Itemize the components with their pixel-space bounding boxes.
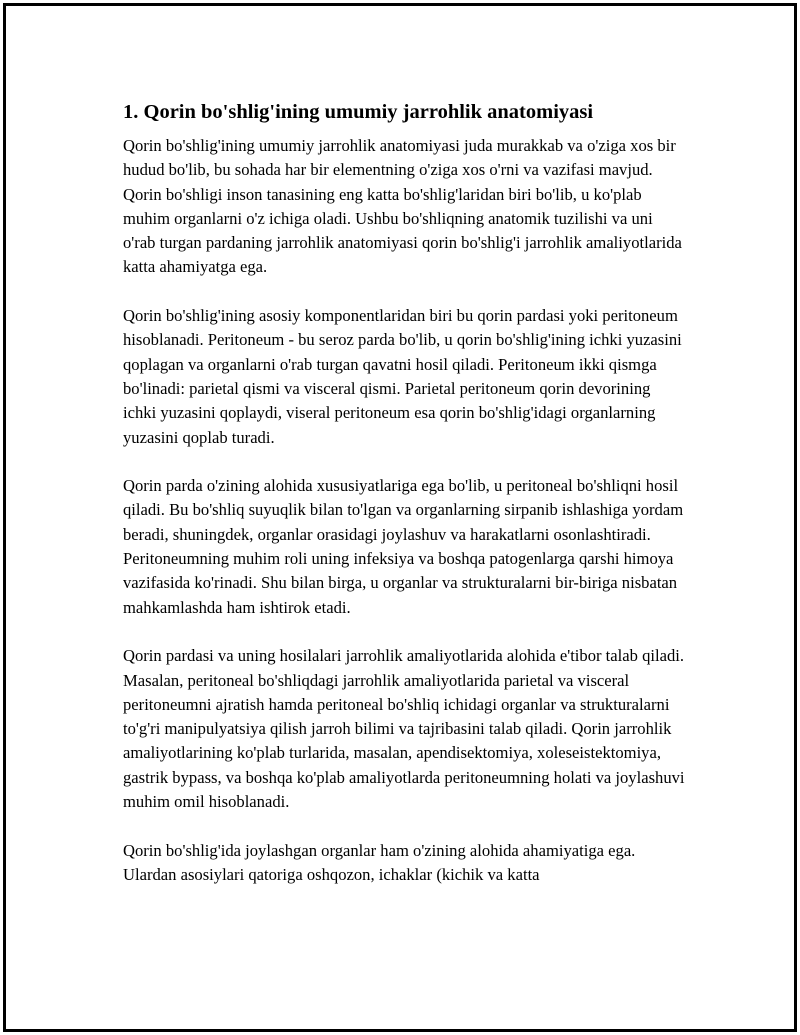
paragraph-5: Qorin bo'shlig'ida joylashgan organlar ham o'zining alohida ahamiyatiga ega. Ulardan asosiylari qatoriga oshqozon, ichaklar (kichik va katta — [123, 840, 636, 884]
paragraph-3: Qorin parda o'zining alohida xususiyatlariga ega bo'lib, u peritoneal bo'shliqni hosil qiladi. Bu bo'shliq suyuqlik bilan to'lgan va organlarning sirpanib ishlashiga yordam beradi, shuningdek, organlar orasidagi joylashuv va harakatlarni osonlashtiradi. Peritoneumning muhim roli uning infeksiya va boshqa patogenlarga qarshi himoya vazifasida ko'rinadi. Shu bilan birga, u organlar va strukturalarni bir-biriga nisbatan mahkamlashda ham ishtirok etadi. — [123, 476, 684, 617]
section-heading: 1. Qorin bo'shlig'ining umumiy jarrohlik anatomiyasi — [123, 101, 594, 123]
document-body — [123, 98, 685, 912]
page-frame — [3, 3, 797, 1032]
paragraph-4: Qorin pardasi va uning hosilalari jarrohlik amaliyotlarida alohida e'tibor talab qiladi. Masalan, peritoneal bo'shliqdagi jarrohlik amaliyotlarida parietal va visceral peritoneumni ajratish hamda peritoneal bo'shliq ichidagi organlar va strukturalarni to'g'ri manipulyatsiya qilish jarroh bilimi va tajribasini talab qiladi. Qorin jarrohlik amaliyotlarining ko'plab turlarida, masalan, apendisektomiya, xoleseistektomiya, gastrik bypass, va boshqa ko'plab amaliyotlarda peritoneumning holati va joylashuvi muhim omil hisoblanadi. — [123, 646, 685, 812]
paragraph-1: Qorin bo'shlig'ining umumiy jarrohlik anatomiyasi juda murakkab va o'ziga xos bir hudud bo'lib, bu sohada har bir elementning o'ziga xos o'rni va vazifasi mavjud. Qorin bo'shligi inson tanasining eng katta bo'shlig'laridan biri bo'lib, u ko'plab muhim organlarni o'z ichiga oladi. Ushbu bo'shliqning anatomik tuzilishi va uni o'rab turgan pardaning jarrohlik anatomiyasi qorin bo'shlig'i jarrohlik amaliyotlarida katta ahamiyatga ega. — [123, 136, 682, 277]
paragraph-2: Qorin bo'shlig'ining asosiy komponentlaridan biri bu qorin pardasi yoki peritoneum hisoblanadi. Peritoneum - bu seroz parda bo'lib, u qorin bo'shlig'ining ichki yuzasini qoplagan va organlarni o'rab turgan qavatni hosil qiladi. Peritoneum ikki qismga bo'linadi: parietal qismi va visceral qismi. Parietal peritoneum qorin devorining ichki yuzasini qoplaydi, viseral peritoneum esa qorin bo'shlig'idagi organlarning yuzasini qoplab turadi. — [123, 306, 682, 447]
